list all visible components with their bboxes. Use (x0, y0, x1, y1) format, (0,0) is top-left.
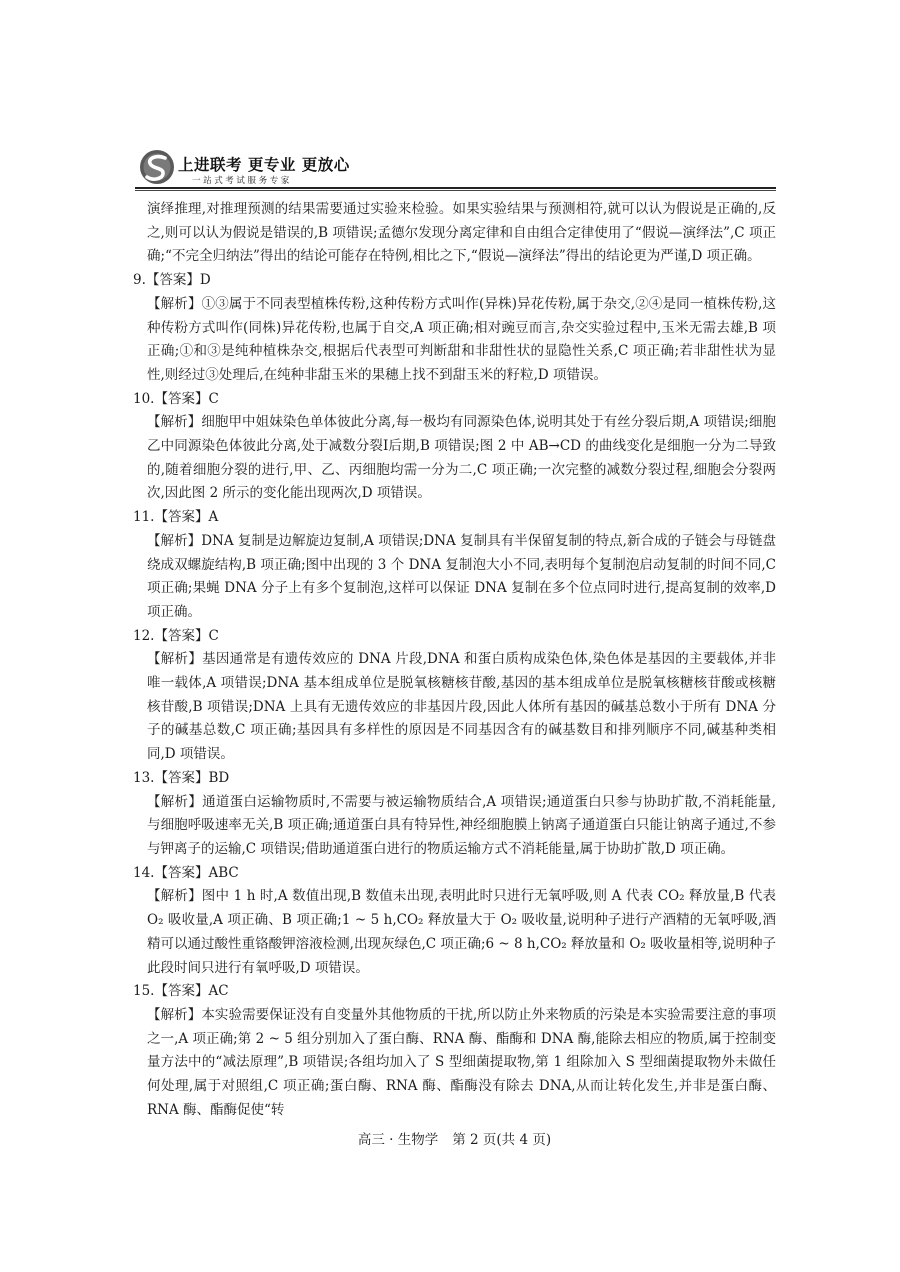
answer-label: 【答案】 (154, 769, 209, 786)
analysis-text: 图中 1 h 时,A 数值出现,B 数值未出现,表明此时只进行无氧呼吸,则 A 代表 CO₂ 释放量,B 代表 O₂ 吸收量,A 项正确、B 项正确;1 ~ 5 h,CO₂ 释放量大于 O₂ 吸收量,说明种子进行产酒精的无氧呼吸,酒精可以通过酸性重铬酸钾溶液检测,出现灰绿色,C 项正确;6 ~ 8 h,CO₂ 释放量和 O₂ 吸收量相等,说明种子此段时间只进行有氧呼吸,D 项错误。 (147, 888, 776, 976)
answer-value: ABC (208, 864, 239, 881)
question-number: 10. (133, 390, 155, 407)
answer-line (133, 269, 776, 293)
question-number: 12. (133, 627, 155, 644)
question-number: 13. (133, 769, 155, 786)
answer-label: 【答案】 (145, 272, 200, 289)
question-number: 11. (133, 509, 155, 526)
analysis-text: DNA 复制是边解旋边复制,A 项错误;DNA 复制具有半保留复制的特点,新合成的子链会与母链盘绕成双螺旋结构,B 项正确;图中出现的 3 个 DNA 复制泡大小不同,表明每个复制泡启动复制的时间不同,C 项正确;果蝇 DNA 分子上有多个复制泡,这样可以保证 DNA 复制在多个位点同时进行,提高复制的效率,D 项正确。 (147, 532, 776, 620)
analysis-paragraph (133, 885, 776, 980)
analysis-paragraph (133, 411, 776, 506)
analysis-text: 细胞甲中姐妹染色单体彼此分离,每一极均有同源染色体,说明其处于有丝分裂后期,A 项错误;细胞乙中同源染色体彼此分离,处于减数分裂Ⅰ后期,B 项错误;图 2 中 AB→CD 的曲线变化是细胞一分为二导致的,随着细胞分裂的进行,甲、乙、丙细胞均需一分为二,C 项正确;一次完整的减数分裂过程,细胞会分裂两次,因此图 2 所示的变化能出现两次,D 项错误。 (147, 414, 777, 502)
answer-line (133, 980, 776, 1004)
footer-page-number: 第 2 页(共 4 页) (452, 1132, 552, 1149)
page-header (135, 147, 776, 193)
answer-line (133, 625, 776, 649)
swirl-logo-icon (137, 148, 177, 186)
answer-line (133, 506, 776, 530)
answer-label: 【答案】 (154, 509, 209, 526)
answer-line (133, 388, 776, 412)
analysis-label: 【解析】 (147, 414, 202, 431)
analysis-paragraph (133, 791, 776, 862)
answer-label: 【答案】 (154, 983, 209, 1000)
answer-line (133, 767, 776, 791)
question-number: 9. (133, 272, 146, 289)
analysis-text: 基因通常是有遗传效应的 DNA 片段,DNA 和蛋白质构成染色体,染色体是基因的主要载体,并非唯一载体,A 项错误;DNA 基本组成单位是脱氧核糖核苷酸,基因的基本组成单位是脱氧核糖核苷酸或核糖核苷酸,B 项错误;DNA 上具有无遗传效应的非基因片段,因此人体所有基因的碱基总数小于所有 DNA 分子的碱基总数,C 项正确;基因具有多样性的原因是不同基因含有的碱基数目和排列顺序不同,碱基种类相同,D 项错误。 (147, 651, 776, 763)
analysis-paragraph (133, 530, 776, 625)
brand-tagline: 一站式考试服务专家 (192, 176, 292, 186)
answer-value: C (208, 390, 219, 407)
intro-paragraph: 演绎推理,对推理预测的结果需要通过实验来检验。如果实验结果与预测相符,就可以认为假说是正确的,反之,则可以认为假说是错误的,B 项错误;孟德尔发现分离定律和自由组合定律使用了“假说—演绎法”,C 项正确;“不完全归纳法”得出的结论可能存在特例,相比之下,“假说—演绎法”得出的结论更为严谨,D 项正确。 (147, 201, 776, 265)
answer-value: A (208, 509, 219, 526)
analysis-label: 【解析】 (147, 651, 203, 668)
analysis-label: 【解析】 (147, 532, 202, 549)
header-divider (135, 187, 776, 191)
answer-value: AC (208, 983, 229, 1000)
analysis-paragraph (133, 648, 776, 767)
analysis-text: 通道蛋白运输物质时,不需要与被运输物质结合,A 项错误;通道蛋白只参与协助扩散,不消耗能量,与细胞呼吸速率无关,B 项正确;通道蛋白具有特异性,神经细胞膜上钠离子通道蛋白只能让钠离子通过,不参与钾离子的运输,C 项错误;借助通道蛋白进行的物质运输方式不消耗能量,属于协助扩散,D 项正确。 (147, 793, 776, 857)
analysis-text: ①③属于不同表型植株传粉,这种传粉方式叫作(异株)异花传粉,属于杂交,②④是同一植株传粉,这种传粉方式叫作(同株)异花传粉,也属于自交,A 项正确;相对豌豆而言,杂交实验过程中,玉米无需去雄,B 项正确;①和③是纯种植株杂交,根据后代表型可判断甜和非甜性状的显隐性关系,C 项正确;若非甜性状为显性,则经过③处理后,在纯种非甜玉米的果穗上找不到甜玉米的籽粒,D 项错误。 (147, 295, 777, 383)
answer-value: C (208, 627, 219, 644)
analysis-paragraph (133, 293, 776, 388)
answer-label: 【答案】 (154, 864, 209, 881)
analysis-label: 【解析】 (147, 793, 203, 810)
answer-line (133, 862, 776, 886)
footer-subject: 高三 · 生物学 (357, 1132, 439, 1149)
answer-label: 【答案】 (154, 627, 209, 644)
brand-slogan: 上进联考 更专业 更放心 (178, 156, 350, 174)
analysis-label: 【解析】 (147, 888, 202, 905)
page-footer (133, 1129, 776, 1153)
question-number: 14. (133, 864, 155, 881)
analysis-text: 本实验需要保证没有自变量外其他物质的干扰,所以防止外来物质的污染是本实验需要注意的事项之一,A 项正确;第 2 ~ 5 组分别加入了蛋白酶、RNA 酶、酯酶和 DNA 酶,能除去相应的物质,属于控制变量方法中的“减法原理”,B 项错误;各组均加入了 S 型细菌提取物,第 1 组除加入 S 型细菌提取物外未做任何处理,属于对照组,C 项正确;蛋白酶、RNA 酶、酯酶没有除去 DNA,从而让转化发生,并非是蛋白酶、RNA 酶、酯酶促使“转 (147, 1006, 776, 1118)
analysis-paragraph (133, 1004, 776, 1123)
analysis-label: 【解析】 (147, 295, 202, 312)
question-number: 15. (133, 983, 155, 1000)
answer-key-body (133, 198, 776, 1153)
answer-value: D (199, 272, 211, 289)
analysis-label: 【解析】 (147, 1006, 202, 1023)
answer-label: 【答案】 (154, 390, 209, 407)
answer-value: BD (208, 769, 230, 786)
